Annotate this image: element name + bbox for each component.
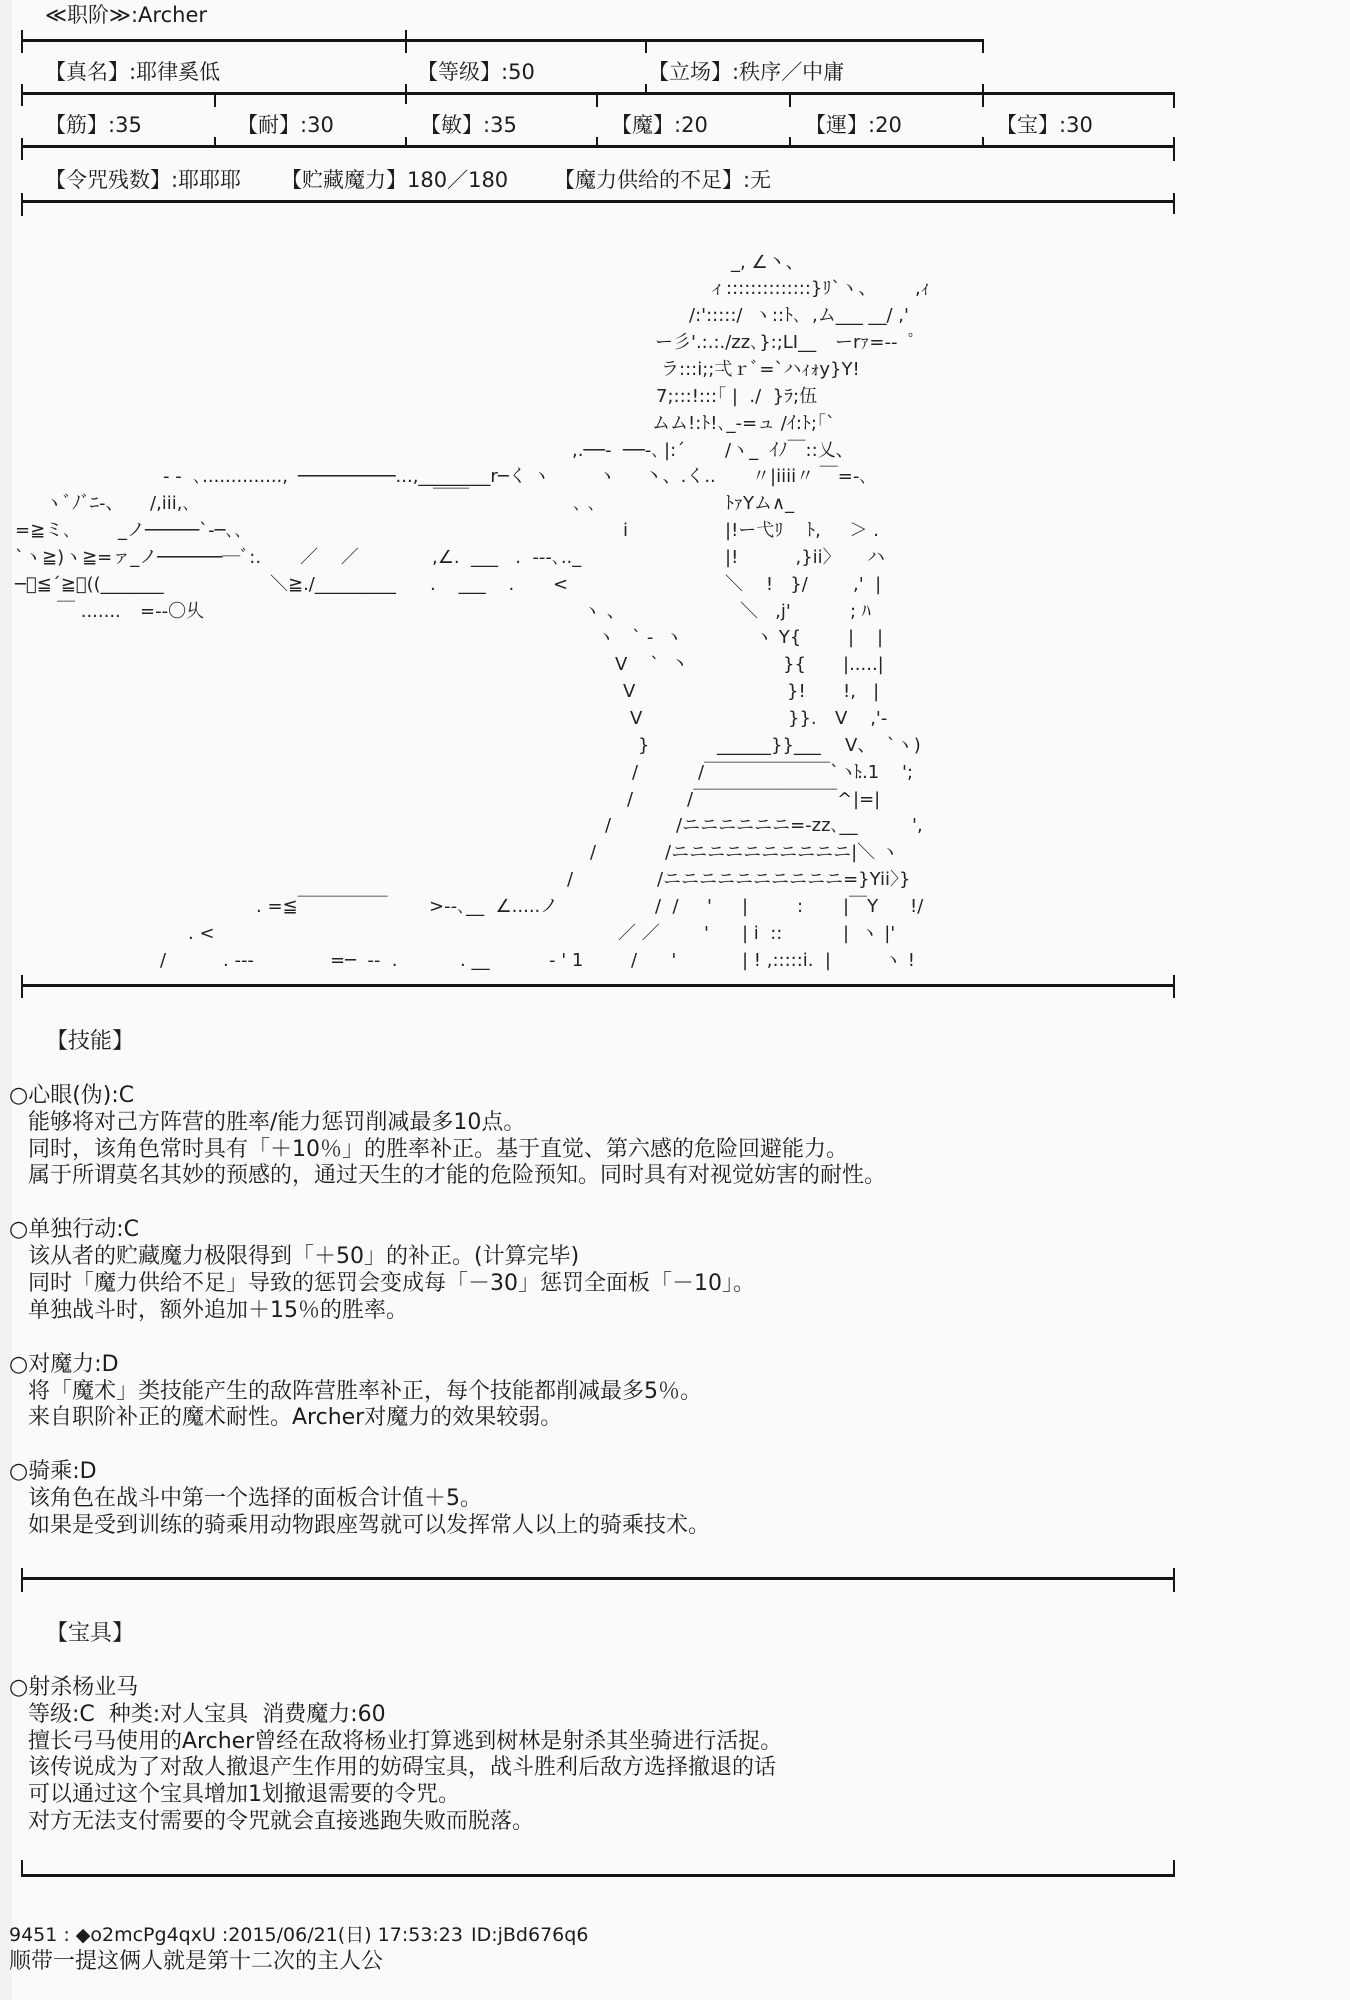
ascii-art-segment: !, | [843,681,880,702]
table-line [21,39,984,42]
param-value: 35 [490,113,517,137]
ascii-art-segment: . =≦￣￣￣￣￣ [256,896,388,917]
post-id[interactable]: ID:jBd676q6 [470,1924,589,1946]
blank-line [0,1056,1200,1083]
param-luck [805,112,902,138]
ascii-art-segment: ￣￣ [433,488,469,509]
ascii-art-segment: ヽ ` ‐ ヽ [597,627,683,648]
post-body: 顺带一提这俩人就是第十二次的主人公 [9,1949,384,1974]
true-name-label: 【真名】 [45,60,129,84]
section-divider [21,1577,1175,1580]
ascii-art-segment: /ヽ_ ｲﾉ￣::乂、 [725,440,854,461]
ascii-art-segment: ＼≧./_________ [270,574,396,595]
section-divider [21,1874,1175,1877]
table-tick [214,94,216,107]
table-tick [789,94,791,107]
param-value: 20 [875,113,902,137]
ascii-art-segment: } [638,735,650,756]
alignment-value: 秩序／中庸 [739,60,845,84]
class-value: Archer [138,3,207,27]
command-seals-value: 耶耶耶 [178,168,242,192]
ascii-art-segment: ______}}___ [717,735,821,756]
command-seals-cell [45,167,241,193]
divider-tick [21,1568,23,1592]
table-line [21,200,1175,203]
noble-phantasm-heading: 【宝具】 [46,1621,135,1646]
ascii-art-segment: >‐-､__ ∠.....ノ [429,896,559,917]
ascii-art-segment: | ヽ |' [843,923,896,944]
ascii-art-segment: ヽ 丶、.く.. [598,466,716,487]
ascii-art-segment: / [160,950,167,971]
class-label: ≪职阶≫ [45,3,131,27]
divider-tick [21,1860,23,1877]
ascii-art-segment: =─ ‐‐ . [330,950,398,971]
circle-bullet-icon: ○ [9,1674,29,1700]
ascii-art-segment: ,' | [853,574,882,595]
skill-title [0,1459,1200,1486]
table-tick [645,40,647,53]
ascii-art-segment: ／ ／ [300,547,359,568]
skill-desc-line: 将「魔术」类技能产生的敌阵营胜率补正，每个技能都削减最多5％。 [28,1378,702,1404]
post-number[interactable]: 9451 [9,1924,58,1946]
ascii-art-segment: - - ､.............., [163,466,288,487]
class-title [45,2,207,28]
ascii-art-segment: . < [188,923,215,944]
table-tick [21,138,23,160]
skill-rank: C [123,1217,140,1243]
ascii-art-segment: ￣ ....... [57,601,121,622]
ascii-art-segment: ,ｨ [915,278,930,299]
true-name-value: 耶律奚低 [136,60,221,84]
ascii-art-segment: | ! ,:::::i. | [742,950,831,971]
ascii-art-segment: ', [912,815,923,836]
stored-mana-cell [281,167,508,193]
level-value: 50 [508,60,535,84]
ascii-art-segment: /:':::::/ ヽ::ﾄ､ [689,305,803,326]
ascii-art-segment: `ヽ≧)ヽ≧=ァ_ノ───────ﾞ:. [15,547,262,568]
ascii-art-segment: / [567,869,574,890]
ascii-art-segment: }}. [788,708,817,729]
param-label: 【敏】 [420,113,483,137]
field-sep: : [483,113,491,137]
field-sep: : [300,113,308,137]
noble-phantasm-desc-line: 擅长弓马使用的Archer曾经在敌将杨业打算逃到树林是射杀其坐骑进行活捉。 [28,1728,783,1754]
ascii-art-segment: V ,'‐ [835,708,888,729]
ascii-art-segment: ; ﾊ [850,601,871,622]
table-tick [21,193,23,216]
ascii-art-segment: ィ::::::::::::::}ﾘ`ヽ、 [708,278,877,299]
table-tick [1173,137,1175,161]
param-label: 【宝】 [996,113,1059,137]
level-cell [417,59,535,85]
skill-desc-line: 该角色在战斗中第一个选择的面板合计值＋5。 [28,1486,482,1512]
ascii-art-segment: 7;:::!:::｢ | ./ }ﾗ;伍 [656,386,818,407]
ascii-art-segment: /￣￣￣￣￣￣￣`ヽ. [698,762,863,783]
ascii-art-segment: ,.──‐ ──-､ [572,440,661,461]
param-label: 【魔】 [611,113,674,137]
circle-bullet-icon: ○ [9,1459,29,1485]
field-sep: : [743,168,751,192]
param-value: 35 [115,113,142,137]
ascii-art-segment: / [632,762,639,783]
table-line [21,145,1175,148]
rank-value: C [79,1701,95,1727]
ascii-art-segment: . ___ . [430,574,515,595]
field-sep: : [1059,113,1067,137]
ascii-art-segment: =≧ミ､ [15,520,73,541]
param-endurance [237,112,334,138]
ascii-art-segment: < [553,574,569,595]
field-sep: : [868,113,876,137]
type-value: 对人宝具 [160,1701,249,1727]
skill-desc-line: 能够将对己方阵营的胜率/能力惩罚削减最多10点。 [28,1109,526,1135]
skill-rank: D [79,1459,97,1485]
ascii-art-segment: /￣￣￣￣￣￣￣￣^ [687,789,853,810]
ascii-art-segment: !/ [910,896,924,917]
table-tick [1173,94,1175,108]
section-divider [21,984,1175,987]
ascii-art-segment: _ノ─────`‐─､､ [118,520,244,541]
param-mana [611,112,708,138]
field-sep: : [72,1459,80,1485]
skill-desc-line: 该从者的贮藏魔力极限得到「＋50」的补正。(计算完毕) [28,1244,580,1270]
ascii-art-segment: _, ∠丶、 [731,252,804,273]
table-tick [596,94,598,107]
rank-label: 等级: [28,1701,80,1727]
skill-title [0,1217,1200,1244]
skill-rank: D [101,1351,119,1377]
field-sep: : [129,60,137,84]
noble-phantasm-desc-line: 该传说成为了对敌人撤退产生作用的妨碍宝具，战斗胜利后敌方选择撤退的话 [28,1755,777,1781]
mana-shortage-value: 无 [750,168,772,192]
ascii-art-segment: ーrｧ=-- ﾟ [835,332,917,353]
noble-phantasm-desc-line: 可以通过这个宝具增加1划撤退需要的令咒。 [28,1782,460,1808]
mana-shortage-label: 【魔力供给的不足】 [554,168,743,192]
ascii-art-segment: / ' [631,950,677,971]
ascii-art-segment: / / [655,896,679,917]
ascii-art-segment: /ニニニニニニニニニニ=}Yii〉} [657,869,911,890]
ascii-art-segment: ─────────...,________r─く ヽ [298,466,551,487]
cost-value: 60 [357,1701,386,1727]
param-value: 30 [307,113,334,137]
skill-name: 骑乘 [28,1459,73,1485]
ascii-art-segment: ' [707,896,712,917]
post-datetime: :2015/06/21(日) 17:53:23 [221,1924,463,1946]
table-tick [982,137,984,147]
ascii-art-segment: | i :: [742,923,783,944]
ascii-art-segment: |.....| [843,654,884,675]
field-sep: : [674,113,682,137]
param-label: 【耐】 [237,113,300,137]
param-agility [420,112,517,138]
skill-desc-line: 单独战斗时，额外追加＋15％的胜率。 [28,1297,408,1323]
noble-phantasm-section [0,1621,1200,1836]
ascii-art-segment: ムム!:ﾄ!､_-=ュ /ｲ:ﾄ;｢` [652,413,835,434]
table-tick [21,30,23,53]
field-sep: : [501,60,509,84]
ascii-art-segment: ラ:::i;;弌ｒﾞ=`ハｨｫy}Y! [661,359,860,380]
ascii-art-segment: ＼ ! }/ [725,574,808,595]
divider-tick [1173,975,1175,998]
skill-desc-line: 同时，该角色常时具有「＋10％」的胜率补正。基于直觉、第六感的危险回避能力。 [28,1136,848,1162]
ascii-art-segment: ー彡'.:.:./zz､}:;LI__ [655,332,817,353]
skill-title [0,1083,1200,1110]
ascii-art-segment: ,ム___ __/ ,' [812,305,909,326]
ascii-art-segment: ／ ／ [618,923,660,944]
ascii-art-segment: / [590,842,597,863]
ascii-art-segment: ヽ 、 [583,601,625,622]
ascii-art-segment: i [623,520,629,541]
skill-name: 单独行动 [28,1217,117,1243]
ascii-art-segment: ＼ ,j' [740,601,791,622]
field-sep: : [732,60,740,84]
table-tick [596,137,598,147]
level-label: 【等级】 [417,60,501,84]
field-sep: : [171,168,179,192]
noble-phantasm-title [0,1675,1200,1702]
noble-phantasm-name: 射杀杨业马 [28,1674,139,1700]
ascii-art-segment: }{ [783,654,806,675]
blank-line [0,1432,1200,1459]
skill-name: 对魔力 [28,1351,95,1377]
post-separator: : [63,1924,70,1946]
ascii-art-segment: - ' 1 [549,950,584,971]
alignment-label: 【立场】 [648,60,732,84]
alignment-cell [648,59,844,85]
cost-label: 消费魔力: [262,1701,358,1727]
class-sep: : [130,3,139,27]
param-value: 30 [1066,113,1093,137]
noble-phantasm-specs [0,1702,1200,1729]
noble-phantasm-desc-line: 对方无法支付需要的令咒就会直接逃跑失败而脱落。 [28,1809,535,1835]
command-seals-label: 【令咒残数】 [45,168,171,192]
table-tick [21,84,23,106]
ascii-art-segment: /ニニニニニニ=‐zz､__ [676,815,858,836]
param-strength [45,112,142,138]
ascii-art-segment: | [742,896,749,917]
ascii-art-segment: : [797,896,804,917]
circle-bullet-icon: ○ [9,1082,29,1108]
ascii-art-segment: | | [848,627,884,648]
ascii-art-segment: /ニニニニニニニニニニ|＼ ヽ [665,842,899,863]
table-tick [645,84,647,95]
divider-tick [1173,1568,1175,1592]
stored-mana-label: 【贮藏魔力】 [281,168,407,192]
ascii-art-segment: ─ﾞ≦´≧ﾞ((_______ [15,574,164,595]
param-noble-phantasm [996,112,1093,138]
ascii-art-segment: }! [787,681,806,702]
table-tick [789,137,791,147]
divider-tick [1173,1860,1175,1877]
skills-section [0,1029,1200,1540]
param-value: 20 [681,113,708,137]
ascii-art-segment: ,∠. ___ . ‐‐‐､.._ [432,547,582,568]
table-tick [1173,193,1175,214]
blank-line [0,1325,1200,1352]
ascii-art-segment: |￣Y [843,896,879,917]
ascii-art-segment: V [623,681,636,702]
field-sep: : [111,1082,119,1108]
field-sep: : [94,1351,102,1377]
ascii-art-segment: |!ー弋ﾘ ﾄ, ＞ . [725,520,879,541]
param-label: 【運】 [805,113,868,137]
skill-desc-line: 来自职阶补正的魔术耐性。Archer对魔力的效果较弱。 [28,1405,563,1431]
ascii-art-segment: /,iii,､ [150,493,192,514]
field-sep: : [116,1217,124,1243]
ascii-art-segment: / [605,815,612,836]
ascii-art-segment: 〃|iiii〃 ￣=‐､ [752,466,869,487]
ascii-art-segment: ヽﾞﾉﾞﾆ‐、 [45,493,124,514]
skills-heading: 【技能】 [46,1029,135,1054]
ascii-art-segment: ﾄｧYム∧_ [725,493,795,514]
ascii-art-segment: ハ [867,547,885,568]
post-trip: ◆o2mcPg4qxU [75,1924,216,1946]
skill-title [0,1352,1200,1379]
skill-name: 心眼(伪) [28,1082,112,1108]
ascii-art-segment: V、 `ヽ) [845,735,921,756]
table-line [21,92,1175,95]
ascii-art-segment: V [630,708,643,729]
stored-mana-value: 180／180 [407,168,509,192]
table-tick [405,137,407,147]
field-sep: : [108,113,116,137]
skill-desc-line: 同时「魔力供给不足」导致的惩罚会变成每「－30」惩罚全面板「－10」。 [28,1271,755,1297]
blank-line [0,1190,1200,1217]
table-tick [405,30,407,53]
type-label: 种类: [108,1701,161,1727]
skill-rank: C [118,1082,135,1108]
mana-shortage-cell [554,167,771,193]
true-name-cell [45,59,220,85]
blank-line [0,1648,1200,1675]
ascii-art-segment: |:´ [664,440,686,461]
ascii-art-segment: ヽ Y{ [755,627,802,648]
ascii-art-segment: =--〇乆 [140,601,205,622]
ascii-art-segment: . -‐‐ [223,950,254,971]
table-tick [405,84,407,104]
post-header [9,1922,588,1948]
ascii-art-segment: . __ [460,950,490,971]
param-label: 【筋】 [45,113,108,137]
ascii-art-segment: ﾄ.1 '; [853,762,914,783]
table-tick [982,40,984,53]
skill-desc-line: 属于所谓莫名其妙的预感的，通过天生的才能的危险预知。同时具有对视觉妨害的耐性。 [28,1163,887,1189]
circle-bullet-icon: ○ [9,1351,29,1377]
skill-desc-line: 如果是受到训练的骑乘用动物跟座驾就可以发挥常人以上的骑乘技术。 [28,1513,711,1539]
ascii-art-segment: |=| [853,789,881,810]
ascii-art-segment: |! ,}ii〉 [725,547,841,568]
table-tick [982,84,984,107]
circle-bullet-icon: ○ [9,1217,29,1243]
ascii-art-segment: V ` 丶 [615,654,689,675]
ascii-art-segment: ' [704,923,709,944]
ascii-art-segment: / [627,789,634,810]
ascii-art-segment: ､ ､ [573,493,597,514]
ascii-art-segment: ヽ ! [884,950,915,971]
divider-tick [21,975,23,998]
table-tick [214,137,216,147]
